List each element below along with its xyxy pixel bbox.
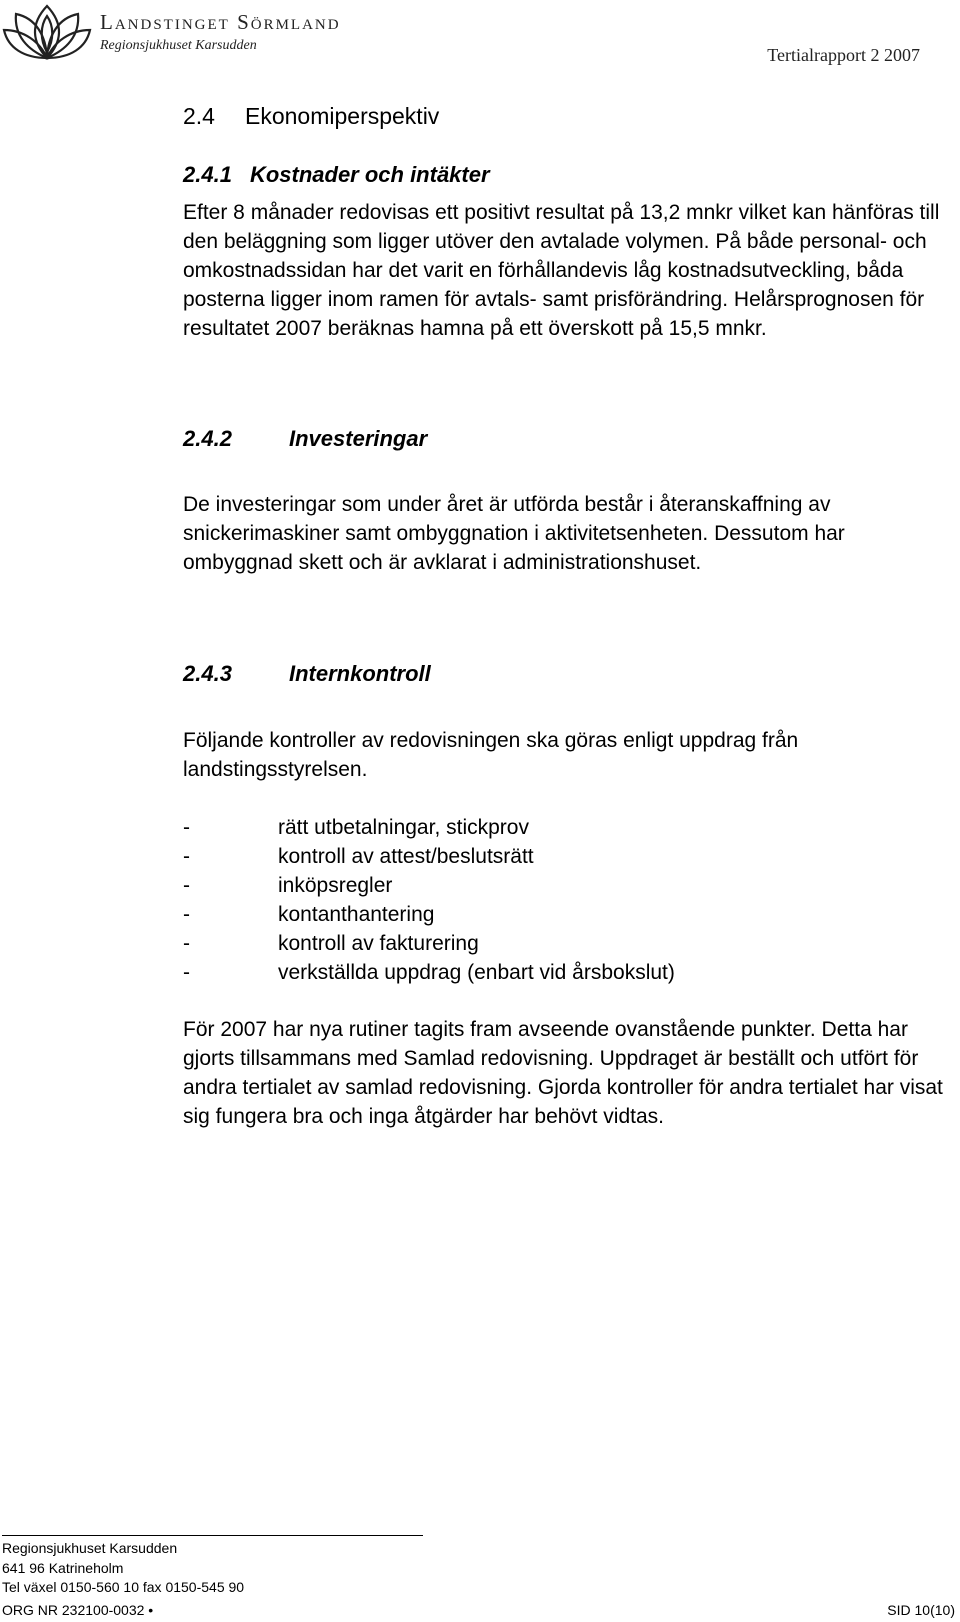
list-item-text: rätt utbetalningar, stickprov (278, 816, 529, 839)
list-item (183, 900, 675, 929)
report-title: Tertialrapport 2 2007 (767, 45, 920, 65)
list-item (183, 929, 675, 958)
subsection-heading-internal-control (183, 661, 431, 687)
subsection-title: Investeringar (289, 426, 428, 451)
list-item-text: kontanthantering (278, 903, 435, 926)
list-item-text: verkställda uppdrag (enbart vid årsbokslut) (278, 961, 675, 984)
list-item-text: kontroll av fakturering (278, 932, 479, 955)
list-item-text: inköpsregler (278, 874, 393, 897)
investments-paragraph: De investeringar som under året är utförda består i återanskaffning av snickerimaskiner samt ombyggnation i aktivitetsenheten. Dessutom har ombyggnad skett och är avklarat i administrationshuset. (183, 493, 845, 574)
list-dash: - (183, 874, 190, 897)
list-item (183, 813, 675, 842)
org-name: Landstinget Sörmland (100, 10, 341, 34)
internal-control-intro: Följande kontroller av redovisningen ska göras enligt uppdrag från landstingsstyrelsen. (183, 729, 799, 781)
subsection-number: 2.4.3 (183, 661, 232, 686)
landstinget-logo-icon (2, 2, 92, 62)
list-item-text: kontroll av attest/beslutsrätt (278, 845, 534, 868)
footer-phone: Tel växel 0150-560 10 fax 0150-545 90 (2, 1579, 245, 1595)
list-dash: - (183, 961, 190, 984)
list-item (183, 958, 675, 987)
page-number: SID 10(10) (887, 1602, 955, 1618)
subsection-number: 2.4.1 (183, 162, 232, 187)
section-title: Ekonomiperspektiv (245, 103, 440, 129)
org-unit: Regionsjukhuset Karsudden (100, 38, 257, 53)
list-dash: - (183, 816, 190, 839)
list-dash: - (183, 903, 190, 926)
list-dash: - (183, 845, 190, 868)
subsection-title: Kostnader och intäkter (249, 162, 490, 187)
subsection-number: 2.4.2 (183, 426, 232, 451)
costs-paragraph: Efter 8 månader redovisas ett positivt resultat på 13,2 mnkr vilket kan hänföras till den beläggning som ligger utöver den avtalade volymen. På både personal- och omkostnadssidan har det varit en förhållandevis låg kostnadsutveckling, båda posterna ligger inom ramen för avtals- samt prisförändring. Helårsprognosen för resultatet 2007 beräknas hamna på ett överskott på 15,5 mnkr. (183, 201, 940, 340)
subsection-title: Internkontroll (289, 661, 431, 686)
subsection-heading-investments (183, 426, 427, 452)
list-dash: - (183, 932, 190, 955)
footer-name: Regionsjukhuset Karsudden (2, 1540, 178, 1556)
control-list (183, 813, 675, 987)
list-item (183, 871, 675, 900)
footer-org-number: ORG NR 232100-0032 • (2, 1602, 154, 1618)
section-number: 2.4 (183, 103, 215, 129)
footer-divider (2, 1535, 423, 1536)
list-item (183, 842, 675, 871)
subsection-heading-costs (183, 162, 490, 188)
footer-address: 641 96 Katrineholm (2, 1560, 124, 1576)
internal-control-outro: För 2007 har nya rutiner tagits fram avseende ovanstående punkter. Detta har gjorts tillsammans med Samlad redovisning. Uppdraget är beställt och utfört för andra tertialet av samlad redovisning. Gjorda kontroller för andra tertialet har visat sig fungera bra och inga åtgärder har behövt vidtas. (183, 1018, 943, 1128)
section-heading (183, 103, 439, 130)
